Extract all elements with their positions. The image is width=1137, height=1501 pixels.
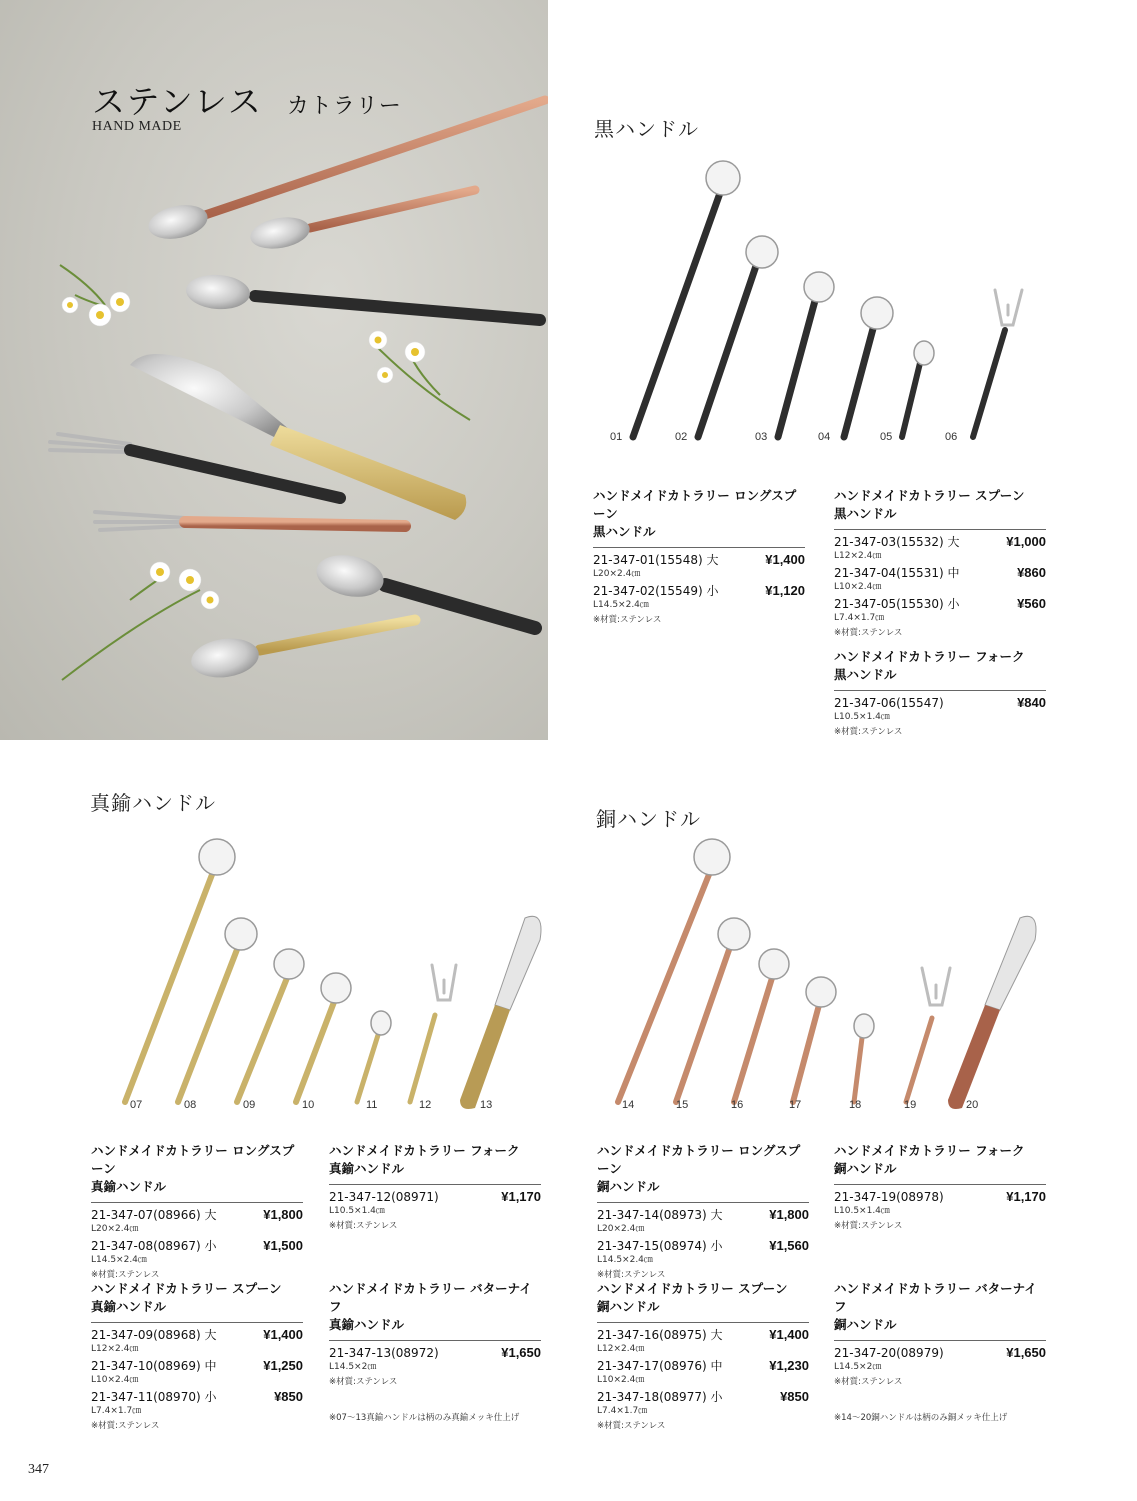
divider — [834, 1340, 1046, 1341]
product-title: ハンドメイドカトラリー スプーン 銅ハンドル — [597, 1281, 788, 1314]
brass-handle-cutlery-illustration — [100, 830, 560, 1115]
product-row: 21-347-12(08971) ¥1,170 — [329, 1189, 541, 1204]
hero-title — [92, 76, 402, 123]
product-row: 21-347-08(08967) 小 ¥1,500 — [91, 1238, 303, 1253]
product-block-brass-spoon — [91, 1280, 303, 1432]
product-block-copper-fork — [834, 1142, 1046, 1232]
divider — [834, 690, 1046, 691]
product-dim: L7.4×1.7㎝ — [91, 1406, 142, 1416]
material-note: ※材質:ステンレス — [597, 1270, 666, 1280]
product-block-black-long-spoon — [593, 487, 805, 626]
brass-plating-note: ※07〜13真鍮ハンドルは柄のみ真鍮メッキ仕上げ — [329, 1413, 520, 1423]
product-row: 21-347-20(08979) ¥1,650 — [834, 1345, 1046, 1360]
item-number-08: 08 — [184, 1099, 197, 1111]
divider — [597, 1202, 809, 1203]
product-row: 21-347-16(08975) 大 ¥1,400 — [597, 1327, 809, 1342]
product-title: ハンドメイドカトラリー ロングスプーン 銅ハンドル — [597, 1143, 801, 1194]
product-title: ハンドメイドカトラリー ロングスプーン 黒ハンドル — [593, 488, 797, 539]
item-number-16: 16 — [731, 1099, 744, 1111]
product-block-brass-long-spoon — [91, 1142, 303, 1281]
product-dim: L20×2.4㎝ — [593, 569, 641, 579]
product-title: ハンドメイドカトラリー スプーン 真鍮ハンドル — [91, 1281, 282, 1314]
section-title-black: 黒ハンドル — [594, 117, 699, 141]
product-row: 21-347-10(08969) 中 ¥1,250 — [91, 1358, 303, 1373]
copper-handle-cutlery-illustration — [600, 830, 1060, 1115]
product-dim: L12×2.4㎝ — [834, 551, 882, 561]
section-title-copper: 銅ハンドル — [596, 807, 701, 831]
product-title: ハンドメイドカトラリー フォーク 黒ハンドル — [834, 649, 1025, 682]
material-note: ※材質:ステンレス — [597, 1421, 666, 1431]
product-block-black-fork — [834, 648, 1046, 738]
item-number-04: 04 — [818, 431, 831, 443]
item-number-10: 10 — [302, 1099, 315, 1111]
product-row: 21-347-09(08968) 大 ¥1,400 — [91, 1327, 303, 1342]
product-row: 21-347-18(08977) 小 ¥850 — [597, 1389, 809, 1404]
divider — [91, 1322, 303, 1323]
product-dim: L7.4×1.7㎝ — [834, 613, 885, 623]
product-row: 21-347-07(08966) 大 ¥1,800 — [91, 1207, 303, 1222]
product-row: 21-347-05(15530) 小 ¥560 — [834, 596, 1046, 611]
product-row: 21-347-13(08972) ¥1,650 — [329, 1345, 541, 1360]
material-note: ※材質:ステンレス — [834, 1377, 903, 1387]
divider — [91, 1202, 303, 1203]
divider — [329, 1340, 541, 1341]
item-number-15: 15 — [676, 1099, 689, 1111]
product-title: ハンドメイドカトラリー バターナイフ 銅ハンドル — [834, 1281, 1037, 1332]
material-note: ※材質:ステンレス — [834, 727, 903, 737]
item-number-05: 05 — [880, 431, 893, 443]
product-block-copper-butter-knife — [834, 1280, 1046, 1388]
product-dim: L14.5×2.4㎝ — [91, 1255, 147, 1265]
product-dim: L10.5×1.4㎝ — [834, 1206, 890, 1216]
product-dim: L14.5×2.4㎝ — [593, 600, 649, 610]
product-dim: L12×2.4㎝ — [597, 1344, 645, 1354]
item-number-01: 01 — [610, 431, 623, 443]
item-number-02: 02 — [675, 431, 688, 443]
divider — [593, 547, 805, 548]
material-note: ※材質:ステンレス — [91, 1270, 160, 1280]
product-row: 21-347-15(08974) 小 ¥1,560 — [597, 1238, 809, 1253]
product-row: 21-347-04(15531) 中 ¥860 — [834, 565, 1046, 580]
product-dim: L10.5×1.4㎝ — [329, 1206, 385, 1216]
item-number-07: 07 — [130, 1099, 143, 1111]
product-dim: L12×2.4㎝ — [91, 1344, 139, 1354]
divider — [597, 1322, 809, 1323]
product-row: 21-347-03(15532) 大 ¥1,000 — [834, 534, 1046, 549]
product-dim: L14.5×2㎝ — [329, 1362, 377, 1372]
material-note: ※材質:ステンレス — [329, 1377, 398, 1387]
product-title: ハンドメイドカトラリー フォーク 銅ハンドル — [834, 1143, 1025, 1176]
product-row: 21-347-11(08970) 小 ¥850 — [91, 1389, 303, 1404]
item-number-20: 20 — [966, 1099, 979, 1111]
product-row: 21-347-17(08976) 中 ¥1,230 — [597, 1358, 809, 1373]
product-dim: L20×2.4㎝ — [597, 1224, 645, 1234]
product-title: ハンドメイドカトラリー ロングスプーン 真鍮ハンドル — [91, 1143, 295, 1194]
item-number-17: 17 — [789, 1099, 802, 1111]
item-number-18: 18 — [849, 1099, 862, 1111]
item-number-03: 03 — [755, 431, 768, 443]
product-row: 21-347-02(15549) 小 ¥1,120 — [593, 583, 805, 598]
copper-plating-note: ※14〜20銅ハンドルは柄のみ銅メッキ仕上げ — [834, 1413, 1008, 1423]
material-note: ※材質:ステンレス — [91, 1421, 160, 1431]
product-dim: L10×2.4㎝ — [91, 1375, 139, 1385]
item-number-12: 12 — [419, 1099, 432, 1111]
page-number: 347 — [28, 1462, 49, 1477]
divider — [834, 529, 1046, 530]
product-dim: L10.5×1.4㎝ — [834, 712, 890, 722]
section-title-brass: 真鍮ハンドル — [90, 791, 216, 815]
divider — [329, 1184, 541, 1185]
product-row: 21-347-19(08978) ¥1,170 — [834, 1189, 1046, 1204]
hero-title-main: ステンレス — [92, 82, 263, 121]
item-number-14: 14 — [622, 1099, 635, 1111]
item-number-06: 06 — [945, 431, 958, 443]
black-handle-cutlery-illustration — [590, 145, 1060, 445]
product-dim: L7.4×1.7㎝ — [597, 1406, 648, 1416]
hero-title-sub: カトラリー — [286, 94, 402, 119]
item-number-11: 11 — [366, 1099, 378, 1111]
product-row: 21-347-06(15547) ¥840 — [834, 695, 1046, 710]
product-dim: L14.5×2㎝ — [834, 1362, 882, 1372]
product-block-copper-long-spoon — [597, 1142, 809, 1281]
product-dim: L10×2.4㎝ — [834, 582, 882, 592]
item-number-13: 13 — [480, 1099, 493, 1111]
product-dim: L14.5×2.4㎝ — [597, 1255, 653, 1265]
product-row: 21-347-01(15548) 大 ¥1,400 — [593, 552, 805, 567]
product-block-brass-fork — [329, 1142, 541, 1232]
hero-subtitle: HAND MADE — [92, 119, 182, 134]
material-note: ※材質:ステンレス — [593, 615, 662, 625]
product-block-brass-butter-knife — [329, 1280, 541, 1388]
item-number-19: 19 — [904, 1099, 917, 1111]
divider — [834, 1184, 1046, 1185]
product-dim: L20×2.4㎝ — [91, 1224, 139, 1234]
product-block-black-spoon — [834, 487, 1046, 639]
material-note: ※材質:ステンレス — [834, 1221, 903, 1231]
product-row: 21-347-14(08973) 大 ¥1,800 — [597, 1207, 809, 1222]
item-number-09: 09 — [243, 1099, 256, 1111]
product-block-copper-spoon — [597, 1280, 809, 1432]
product-dim: L10×2.4㎝ — [597, 1375, 645, 1385]
material-note: ※材質:ステンレス — [329, 1221, 398, 1231]
product-title: ハンドメイドカトラリー バターナイフ 真鍮ハンドル — [329, 1281, 532, 1332]
material-note: ※材質:ステンレス — [834, 628, 903, 638]
product-title: ハンドメイドカトラリー フォーク 真鍮ハンドル — [329, 1143, 520, 1176]
product-title: ハンドメイドカトラリー スプーン 黒ハンドル — [834, 488, 1025, 521]
